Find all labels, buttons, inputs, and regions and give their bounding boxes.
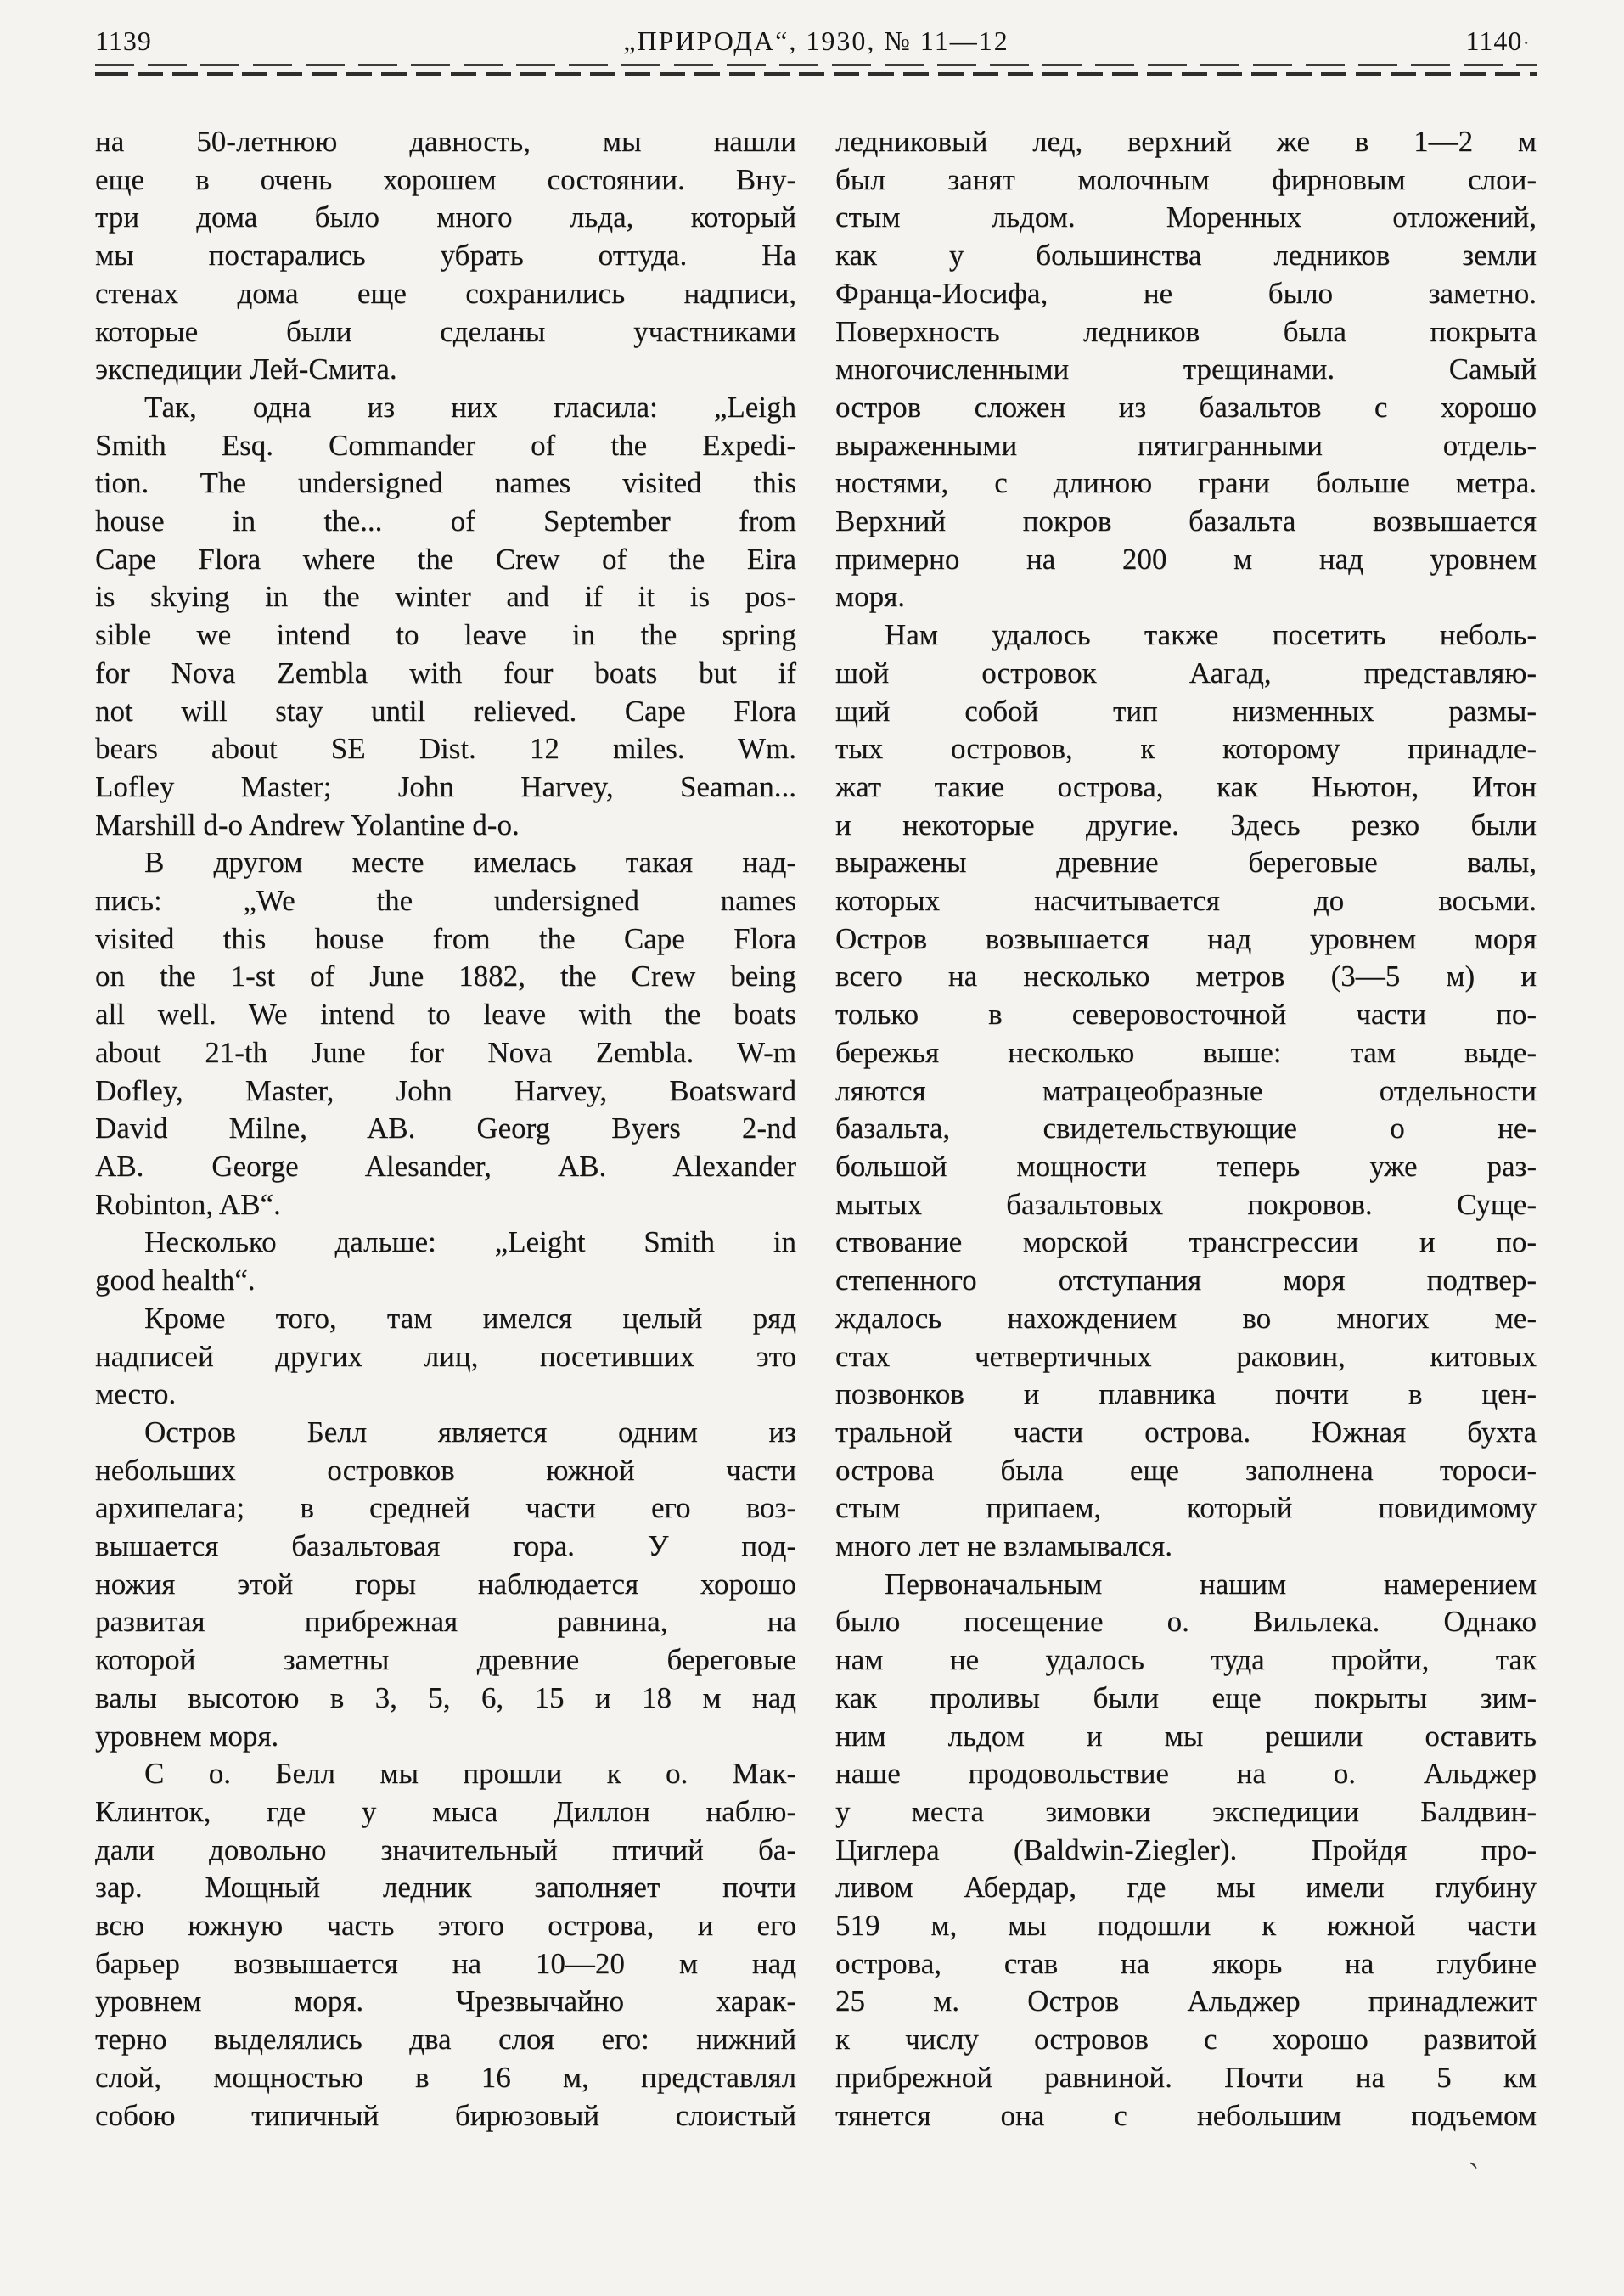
text-line: В другом месте имелась такая над- — [144, 846, 796, 880]
text-line: visited this house from the Cape Flora — [95, 921, 796, 955]
text-line: жат такие острова, как Ньютон, Итон — [835, 769, 1537, 803]
text-line: Поверхность ледников была покрыта — [835, 314, 1537, 348]
text-line: 25 м. Остров Альджер принадлежит — [835, 1984, 1537, 2018]
text-line: прибрежной равниной. Почти на 5 км — [835, 2060, 1537, 2094]
paragraph — [95, 123, 796, 389]
text-line: развитая прибрежная равнина, на — [95, 1605, 796, 1639]
text-line: нам не удалось туда пройти, так — [835, 1643, 1537, 1677]
text-line: стах четвертичных раковин, китовых — [835, 1339, 1537, 1373]
text-line: острова была еще заполнена тороси- — [835, 1453, 1537, 1487]
text-line: ствование морской трансгрессии и по- — [835, 1225, 1537, 1259]
text-line: Smith Esq. Commander of the Expedi- — [95, 428, 796, 462]
page-header — [95, 22, 1537, 59]
text-line: барьер возвышается на 10—20 м над — [95, 1946, 796, 1980]
text-line: Остров возвышается над уровнем моря — [835, 921, 1537, 955]
page-number-right — [1466, 25, 1531, 57]
text-line: был занят молочным фирновым слои- — [835, 162, 1537, 196]
scan-artifact-bottom-right: ˋ — [1464, 2155, 1481, 2195]
text-line: у места зимовки экспедиции Балдвин- — [835, 1794, 1537, 1828]
text-line: мытых базальтовых покровов. Суще- — [835, 1187, 1537, 1221]
text-line: бережья несколько выше: там выде- — [835, 1035, 1537, 1069]
text-line: всего на несколько метров (3—5 м) и — [835, 959, 1537, 993]
text-line: Кроме того, там имелся целый ряд — [144, 1301, 796, 1335]
text-line: Marshill d-o Andrew Yolantine d-o. — [95, 808, 520, 841]
text-column-right — [835, 123, 1537, 2135]
text-line: мы постарались убрать оттуда. На — [95, 239, 796, 273]
text-line: щий собой тип низменных размы- — [835, 694, 1537, 728]
text-line: стым льдом. Моренных отложений, — [835, 200, 1537, 234]
text-line: тральной части острова. Южная бухта — [835, 1415, 1537, 1449]
header-rule-bottom — [95, 72, 1537, 76]
two-column-text-block — [95, 123, 1537, 2135]
text-line: и некоторые другие. Здесь резко были — [835, 808, 1537, 841]
text-line: три дома было много льда, который — [95, 200, 796, 234]
page-content — [95, 22, 1537, 2135]
text-line: ждалось нахождением во многих ме- — [835, 1301, 1537, 1335]
text-line: вышается базальтовая гора. У под- — [95, 1529, 796, 1563]
text-line: David Milne, AB. Georg Byers 2-nd — [95, 1111, 796, 1145]
text-line: ляются матрацеобразные отдельности — [835, 1073, 1537, 1107]
text-line: шой островок Аагад, представляю- — [835, 656, 1537, 689]
text-line: выражены древние береговые валы, — [835, 846, 1537, 880]
text-line: ним льдом и мы решили оставить — [835, 1719, 1537, 1753]
text-line: всю южную часть этого острова, и его — [95, 1909, 796, 1943]
text-line: Франца-Иосифа, не было заметно. — [835, 276, 1537, 310]
text-line: моря. — [835, 580, 905, 614]
text-line: Lofley Master; John Harvey, Seaman... — [95, 769, 796, 803]
text-line: слой, мощностью в 16 м, представлял — [95, 2060, 796, 2094]
text-line: AB. George Alesander, AB. Alexander — [95, 1149, 796, 1183]
text-line: about 21-th June for Nova Zembla. W-m — [95, 1035, 796, 1069]
text-line: Cape Flora where the Crew of the Eira — [95, 542, 796, 576]
text-line: остров сложен из базальтов с хорошо — [835, 390, 1537, 424]
text-line: all well. We intend to leave with the boats — [95, 998, 796, 1032]
text-line: good health“. — [95, 1263, 256, 1297]
text-line: зар. Мощный ледник заполняет почти — [95, 1871, 796, 1905]
text-line: on the 1-st of June 1882, the Crew being — [95, 959, 796, 993]
page-number-left: 1139 — [95, 25, 152, 56]
page-number-right-value: 1140 — [1465, 25, 1523, 56]
text-line: выраженными пятигранными отдель- — [835, 428, 1537, 462]
text-line: базальта, свидетельствующие о не- — [835, 1111, 1537, 1145]
text-line: пись: „We the undersigned names — [95, 884, 796, 918]
paragraph — [835, 616, 1537, 1566]
text-line: Остров Белл является одним из — [144, 1415, 796, 1449]
paragraph — [835, 123, 1537, 616]
text-line: валы высотою в 3, 5, 6, 15 и 18 м над — [95, 1680, 796, 1714]
text-line: Верхний покров базальта возвышается — [835, 504, 1537, 538]
text-column-left — [95, 123, 796, 2135]
text-line: только в северовосточной части по- — [835, 998, 1537, 1032]
text-line: Dofley, Master, John Harvey, Boatsward — [95, 1073, 796, 1107]
text-line: Клинток, где у мыса Диллон наблю- — [95, 1794, 796, 1828]
text-line: экспедиции Лей-Смита. — [95, 352, 397, 386]
text-line: которых насчитывается до восьми. — [835, 884, 1537, 918]
text-line: которые были сделаны участниками — [95, 314, 796, 348]
text-line: Так, одна из них гласила: „Leigh — [144, 390, 796, 424]
text-line: house in the... of September from — [95, 504, 796, 538]
text-line: к числу островов с хорошо развитой — [835, 2023, 1537, 2057]
text-line: степенного отступания моря подтвер- — [835, 1263, 1537, 1297]
text-line: позвонков и плавника почти в цен- — [835, 1377, 1537, 1411]
text-line: sible we intend to leave in the spring — [95, 618, 796, 652]
text-line: стенах дома еще сохранились надписи, — [95, 276, 796, 310]
text-line: архипелага; в средней части его воз- — [95, 1491, 796, 1525]
text-line: небольших островков южной части — [95, 1453, 796, 1487]
text-line: стым припаем, который повидимому — [835, 1491, 1537, 1525]
journal-title: „ПРИРОДА“, 1930, № 11—12 — [623, 25, 1009, 56]
text-line: место. — [95, 1377, 177, 1411]
text-line: tion. The undersigned names visited this — [95, 466, 796, 500]
text-line: многочисленными трещинами. Самый — [835, 352, 1537, 386]
text-line: ностями, с длиною грани больше метра. — [835, 466, 1537, 500]
text-line: тых островов, к которому принадле- — [835, 732, 1537, 766]
text-line: ножия этой горы наблюдается хорошо — [95, 1567, 796, 1601]
text-line: Несколько дальше: „Leight Smith in — [144, 1225, 796, 1259]
text-line: много лет не взламывался. — [835, 1529, 1172, 1563]
text-line: дали довольно значительный птичий ба- — [95, 1832, 796, 1866]
text-line: bears about SE Dist. 12 miles. Wm. — [95, 732, 796, 766]
text-line: is skying in the winter and if it is pos- — [95, 580, 796, 614]
text-line: ледниковый лед, верхний же в 1—2 м — [835, 125, 1537, 158]
header-rule-top — [95, 63, 1537, 66]
text-line: надписей других лиц, посетивших это — [95, 1339, 796, 1373]
text-line: наше продовольствие на о. Альджер — [835, 1757, 1537, 1791]
text-line: на 50-летнюю давность, мы нашли — [95, 125, 796, 158]
text-line: С о. Белл мы прошли к о. Мак- — [144, 1757, 796, 1791]
text-line: уровнем моря. Чрезвычайно харак- — [95, 1984, 796, 2018]
text-line: тянется она с небольшим подъемом — [835, 2098, 1537, 2132]
text-line: терно выделялись два слоя его: нижний — [95, 2023, 796, 2057]
text-line: как у большинства ледников земли — [835, 239, 1537, 273]
text-line: 519 м, мы подошли к южной части — [835, 1909, 1537, 1943]
paragraph — [95, 1755, 796, 2135]
text-line: большой мощности теперь уже раз- — [835, 1149, 1537, 1183]
text-line: for Nova Zembla with four boats but if — [95, 656, 796, 689]
paragraph — [95, 389, 796, 844]
text-line: острова, став на якорь на глубине — [835, 1946, 1537, 1980]
text-line: которой заметны древние береговые — [95, 1643, 796, 1677]
text-line: собою типичный бирюзовый слоистый — [95, 2098, 796, 2132]
text-line: Нам удалось также посетить неболь- — [885, 618, 1537, 652]
text-line: Robinton, AB“. — [95, 1187, 281, 1221]
text-line: not will stay until relieved. Cape Flora — [95, 694, 796, 728]
text-line: как проливы были еще покрыты зим- — [835, 1680, 1537, 1714]
text-line: было посещение о. Вильлека. Однако — [835, 1605, 1537, 1639]
text-line: уровнем моря. — [95, 1719, 279, 1753]
paragraph — [835, 1566, 1537, 2136]
paragraph — [95, 1300, 796, 1414]
text-line: Циглера (Baldwin-Ziegler). Пройдя про- — [835, 1832, 1537, 1866]
text-line: примерно на 200 м над уровнем — [835, 542, 1537, 576]
paragraph — [95, 844, 796, 1224]
paragraph — [95, 1224, 796, 1299]
paragraph — [95, 1414, 796, 1755]
text-line: Первоначальным нашим намерением — [885, 1567, 1537, 1601]
scan-artifact-top-right: · — [1522, 31, 1531, 55]
text-line: ливом Абердар, где мы имели глубину — [835, 1871, 1537, 1905]
text-line: еще в очень хорошем состоянии. Вну- — [95, 162, 796, 196]
